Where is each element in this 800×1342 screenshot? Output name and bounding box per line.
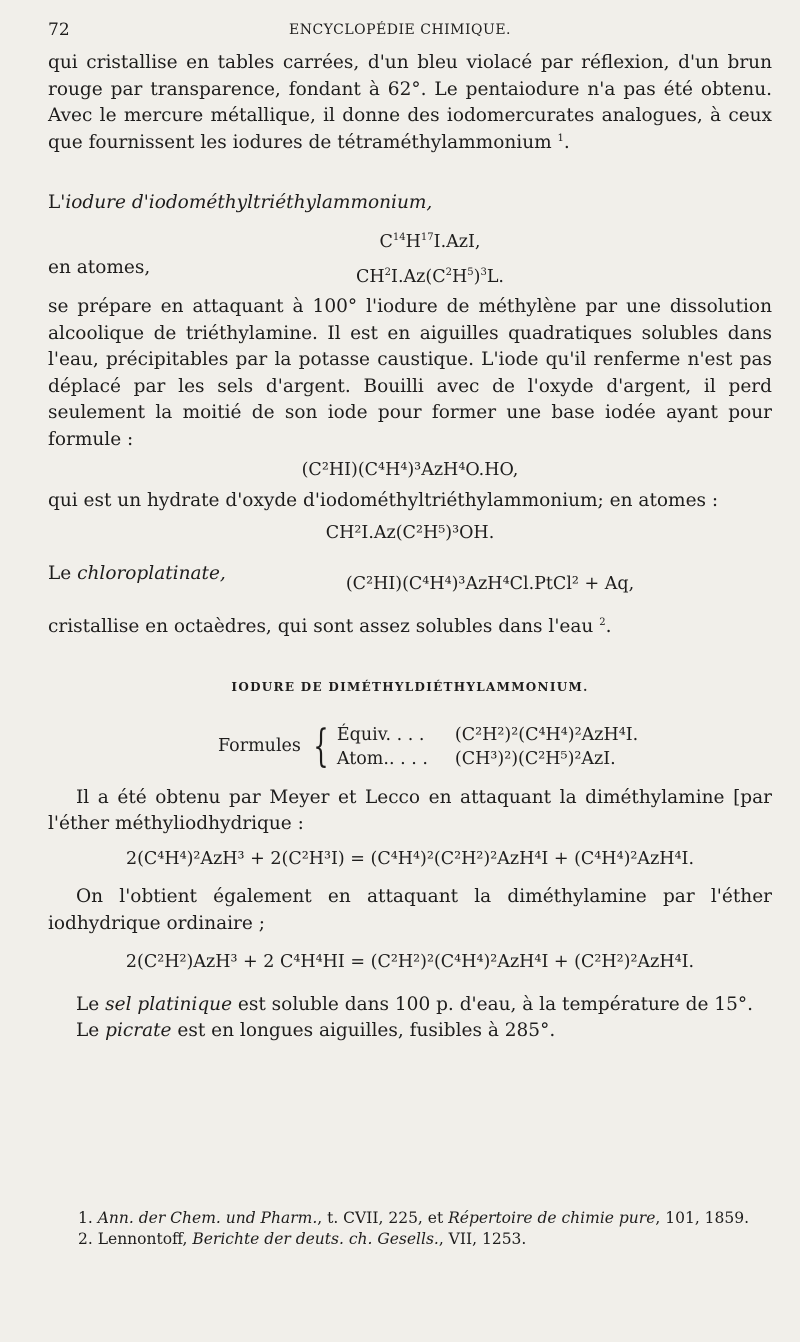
paragraph: qui cristallise en tables carrées, d'un bleu violacé par réflexion, d'un brun rouge par transparence, fondant à 62°. Le pentaiodure n'a pas été obtenu. Avec le mercure métallique, il donne des iodomercurates analogues, à ceux que fournissent les iodures de tétraméthylammonium $^1$. bbox=[48, 52, 772, 153]
paragraph: Il a été obtenu par Meyer et Lecco en attaquant la diméthylamine [par l'éther méthyliodhydrique : bbox=[48, 786, 772, 834]
formula-base-atoms: CH²I.Az(C²H⁵)³OH. bbox=[325, 523, 495, 543]
paragraph-text: qui cristallise en tables carrées, d'un bleu violacé par réflexion, d'un brun rouge par transparence, fondant à 62°. Le pentaiodure n'a pas été obtenu. Avec le mercure métallique, il donne des iodomercurates analogues, à ceux que fournissent les iodures de tétraméthylammonium bbox=[48, 52, 772, 153]
formulas-rows bbox=[337, 723, 638, 771]
page-number: 72 bbox=[48, 20, 70, 40]
paragraph: cristallise en octaèdres, qui sont assez solubles dans l'eau $^2$. bbox=[48, 615, 612, 637]
paragraph: qui est un hydrate d'oxyde d'iodométhyltriéthylammonium; en atomes : bbox=[48, 489, 719, 511]
compound-name: iodure d'iodométhyltriéthylammonium, bbox=[65, 192, 433, 213]
formulas-label: Formules bbox=[218, 736, 301, 757]
formula-atoms: $CH^2I.Az(C^2H^5)^3L$. bbox=[356, 266, 504, 287]
compound-name: chloroplatinate, bbox=[77, 562, 226, 584]
formula-base: (C²HI)(C⁴H⁴)³AzH⁴O.HO, bbox=[301, 460, 519, 480]
footnote: 2. Lennontoff, Berichte der deuts. ch. Gesells., VII, 1253. bbox=[78, 1230, 527, 1248]
formula-row: Atom.. . . . (CH³)²)(C²H⁵)²AzI. bbox=[336, 748, 616, 769]
equation: 2(C²H²)AzH³ + 2 C⁴H⁴HI = (C²H²)²(C⁴H⁴)²AzH⁴I + (C²H²)²AzH⁴I. bbox=[125, 952, 695, 972]
brace-icon: { bbox=[313, 720, 329, 772]
paragraph: se prépare en attaquant à 100° l'iodure de méthylène par une dissolution alcoolique de triéthylamine. Il est en aiguilles quadratiques solubles dans l'eau, précipitables par la potasse caustique. L'iode qu'il renferme n'est pas déplacé par les sels d'argent. Bouilli avec de l'oxyde d'argent, il perd seulement la moitié de son iode pour former une base iodée ayant pour formule : bbox=[48, 296, 772, 450]
footnote-ref: 1 bbox=[557, 132, 564, 144]
formula-row: Équiv. . . . (C²H²)²(C⁴H⁴)²AzH⁴I. bbox=[336, 724, 639, 745]
compound-heading bbox=[48, 190, 772, 217]
paragraph: Le sel platinique est soluble dans 100 p. d'eau, à la température de 15°. bbox=[76, 993, 753, 1015]
page-body bbox=[48, 50, 772, 1045]
equation: 2(C⁴H⁴)²AzH³ + 2(C²H³I) = (C⁴H⁴)²(C²H²)²AzH⁴I + (C⁴H⁴)²AzH⁴I. bbox=[125, 848, 695, 869]
section-title: IODURE DE DIMÉTHYLDIÉTHYLAMMONIUM. bbox=[231, 680, 589, 694]
footnotes bbox=[78, 1208, 758, 1250]
running-header bbox=[48, 20, 752, 44]
formula-equiv: $C^{14}H^{17}I.AzI$, bbox=[379, 231, 481, 252]
paragraph: On l'obtient également en attaquant la diméthylamine par l'éther iodhydrique ordinaire ; bbox=[48, 886, 772, 934]
atoms-label: en atomes, bbox=[48, 257, 151, 278]
paragraph: Le picrate est en longues aiguilles, fusibles à 285°. bbox=[76, 1020, 556, 1041]
compound-name: sel platinique bbox=[105, 993, 233, 1015]
compound-heading: Le chloroplatinate, bbox=[48, 562, 226, 584]
running-title: ENCYCLOPÉDIE CHIMIQUE. bbox=[289, 22, 511, 38]
compound-name: picrate bbox=[105, 1020, 172, 1041]
formulas-block bbox=[218, 720, 772, 772]
footnote: 1. Ann. der Chem. und Pharm., t. CVII, 225, et Répertoire de chimie pure, 101, 1859. bbox=[78, 1209, 750, 1227]
paragraph-text: L' bbox=[48, 192, 66, 213]
formula-chloroplatinate: (C²HI)(C⁴H⁴)³AzH⁴Cl.PtCl² + Aq, bbox=[345, 574, 635, 594]
footnote-ref: 2 bbox=[599, 616, 606, 628]
